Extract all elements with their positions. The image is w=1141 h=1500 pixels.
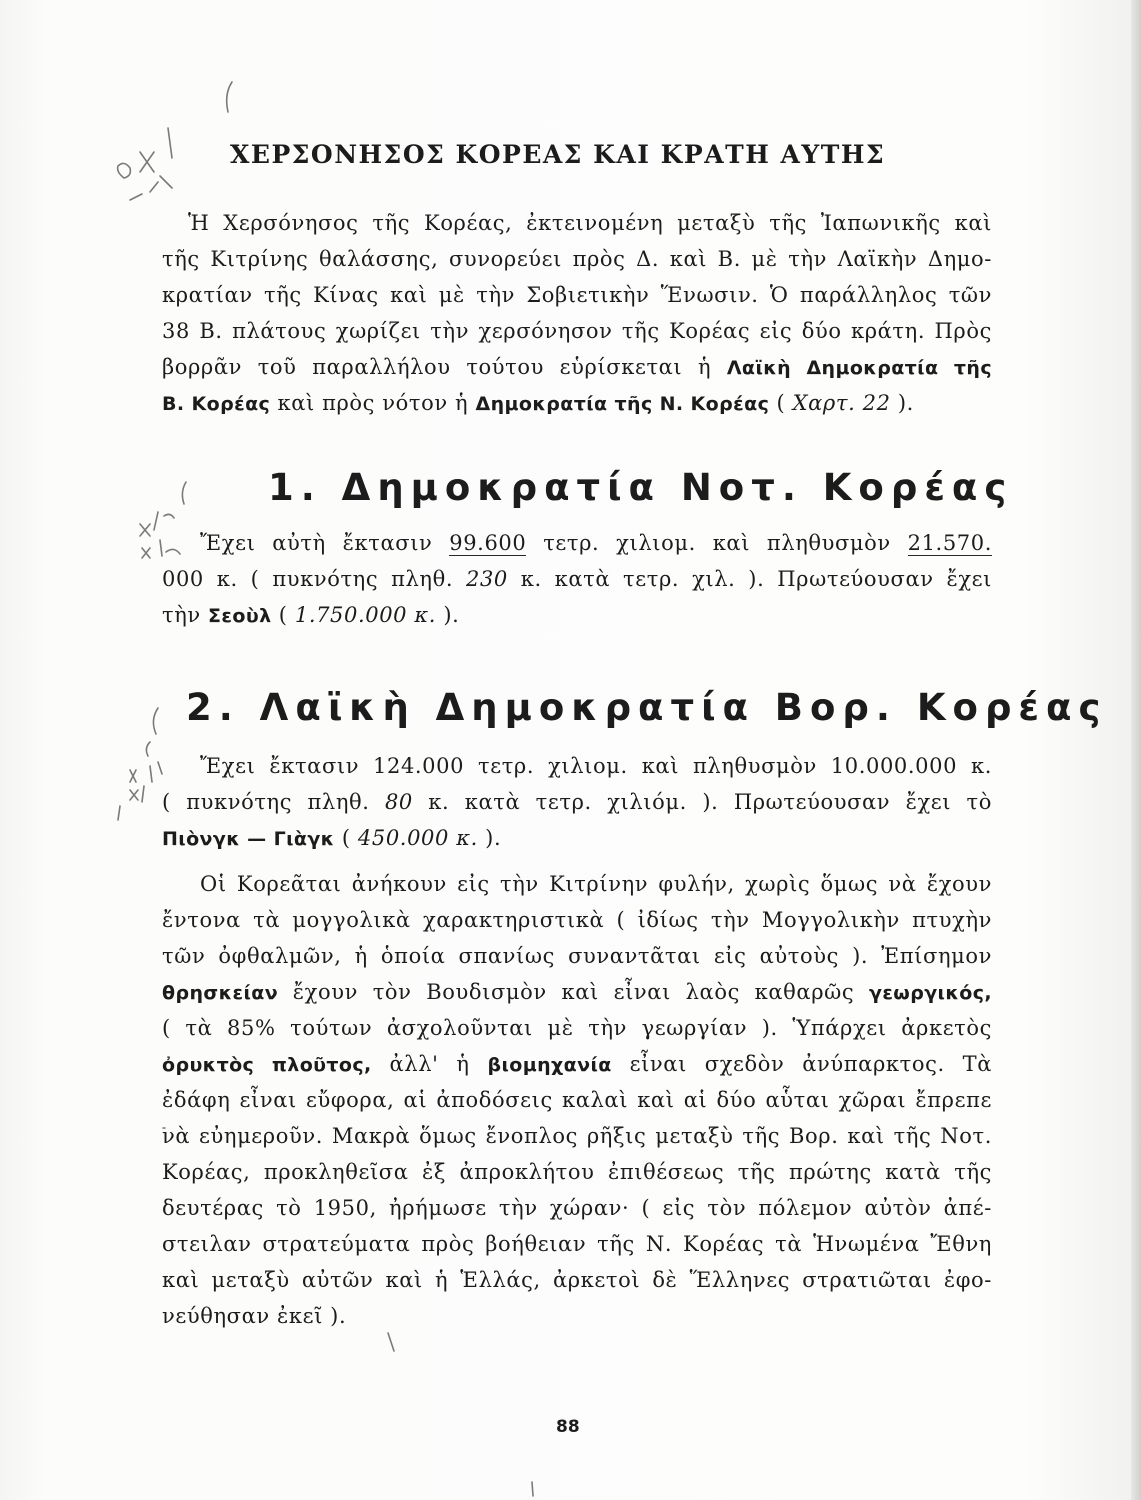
capital-population: 1.750.000 κ.	[294, 603, 437, 627]
body-line-4	[162, 974, 992, 1010]
intro-text: (	[769, 391, 793, 415]
section-1-text: τὴν	[162, 603, 209, 627]
bold-industry: βιομηχανία	[487, 1054, 612, 1076]
section-2-line-1: Ἔχει ἔκτασιν 124.000 τετρ. χιλιομ. καὶ πληθυσμὸν 10.000.000 κ.	[200, 754, 992, 778]
section-1-text: (	[271, 603, 295, 627]
body-line-11: στειλαν στρατεύματα πρὸς βοήθειαν τῆς Ν. Κορέας τὰ Ἡνωμένα Ἔθνη	[162, 1232, 992, 1256]
intro-text: καὶ πρὸς νότον ἡ	[270, 391, 476, 415]
page-title: ΧΕΡΣΟΝΗΣΟΣ ΚΟΡΕΑΣ ΚΑΙ ΚΡΑΤΗ ΑΥΤΗΣ	[230, 140, 886, 169]
population-value-underlined: 21.570.	[907, 531, 992, 555]
section-1-text: κ. κατὰ τετρ. χιλ. ). Πρωτεύουσαν ἔχει	[507, 567, 992, 591]
intro-line-5	[162, 349, 992, 385]
intro-bold-north-korea: Β. Κορέας	[162, 393, 271, 415]
section-1-line-3	[162, 597, 992, 633]
body-line-6	[162, 1046, 992, 1082]
section-1-line-1	[162, 525, 992, 561]
intro-paragraph	[162, 205, 992, 421]
intro-line-6	[162, 385, 992, 421]
section-1-line-2	[162, 561, 992, 597]
intro-text: βορρᾶν τοῦ παραλλήλου τούτου εὑρίσκεται ἡ	[162, 355, 727, 379]
body-line-1: Οἱ Κορεᾶται ἀνήκουν εἰς τὴν Κιτρίνην φυλήν, χωρὶς ὅμως νὰ ἔχουν	[200, 872, 992, 896]
intro-bold-south-korea: Δημοκρατία τῆς Ν. Κορέας	[475, 393, 770, 415]
capital-population: 450.000 κ.	[357, 826, 478, 850]
section-1-text: Ἔχει αὐτὴ ἔκτασιν	[200, 531, 450, 555]
bold-mineral-wealth: ὀρυκτὸς πλοῦτος,	[162, 1054, 372, 1076]
section-2-paragraph	[162, 748, 992, 856]
section-2-line-3	[162, 820, 992, 856]
intro-bold-lpr: Λαϊκὴ Δημοκρατία τῆς	[726, 357, 992, 379]
section-1-text: τετρ. χιλιομ. καὶ πληθυσμὸν	[526, 531, 908, 555]
body-text: εἶναι σχεδὸν ἀνύπαρκτος. Τὰ	[611, 1052, 992, 1076]
section-2-line-2	[162, 784, 992, 820]
intro-line-4: 38 Β. πλάτους χωρίζει τὴν χερσόνησον τῆς Κορέας εἰς δύο κράτη. Πρὸς	[162, 319, 992, 343]
body-line-13: νεύθησαν ἐκεῖ ).	[162, 1304, 347, 1328]
capital-pyongyang: Πιὸνγκ — Γιὰγκ	[162, 828, 335, 850]
bold-agricultural: γεωργικός,	[868, 982, 992, 1004]
page-number: 88	[556, 1417, 580, 1437]
body-line-9: Κορέας, προκληθεῖσα ἐξ ἀπροκλήτου ἐπιθέσεως τῆς πρώτης κατὰ τῆς	[162, 1160, 992, 1184]
capital-seoul: Σεοὺλ	[208, 605, 272, 627]
section-2-text: (	[334, 826, 358, 850]
intro-line-1: Ἡ Χερσόνησος τῆς Κορέας, ἐκτεινομένη μεταξὺ τῆς Ἰαπωνικῆς καὶ	[188, 211, 992, 235]
section-1-heading: 1. Δημοκρατία Νοτ. Κορέας	[268, 466, 1014, 509]
section-2-text: ( πυκνότης πληθ.	[162, 790, 385, 814]
body-text: ἀλλ' ἡ	[371, 1052, 488, 1076]
body-line-2: ἔντονα τὰ μογγολικὰ χαρακτηριστικὰ ( ἰδίως τὴν Μογγολικὴν πτυχὴν	[162, 908, 992, 932]
section-1-paragraph	[162, 525, 992, 633]
intro-line-2: τῆς Κιτρίνης θαλάσσης, συνορεύει πρὸς Δ. καὶ Β. μὲ τὴν Λαϊκὴν Δημο-	[162, 247, 992, 271]
bold-religion: θρησκείαν	[162, 982, 279, 1004]
intro-text: ).	[890, 391, 914, 415]
map-reference: Χαρτ. 22	[792, 391, 891, 415]
body-line-3: τῶν ὀφθαλμῶν, ἡ ὁποία σπανίως συναντᾶται εἰς αὐτοὺς ). Ἐπίσημον	[162, 944, 992, 968]
density-value: 230	[466, 567, 508, 591]
body-line-7: ἐδάφη εἶναι εὔφορα, αἱ ἀποδόσεις καλαὶ καὶ αἱ δύο αὗται χῶραι ἔπρεπε	[162, 1088, 992, 1112]
area-value-underlined: 99.600	[449, 531, 527, 555]
body-line-5: ( τὰ 85% τούτων ἀσχολοῦνται μὲ τὴν γεωργίαν ). Ὑπάρχει ἀρκετὸς	[162, 1016, 992, 1040]
density-value: 80	[384, 790, 413, 814]
section-1-text: ).	[436, 603, 460, 627]
body-line-12: καὶ μεταξὺ αὐτῶν καὶ ἡ Ἑλλάς, ἀρκετοὶ δὲ Ἕλληνες στρατιῶται ἐφο-	[162, 1268, 992, 1292]
body-text: ἔχουν τὸν Βουδισμὸν καὶ εἶναι λαὸς καθαρῶς	[278, 980, 869, 1004]
intro-line-3: κρατίαν τῆς Κίνας καὶ μὲ τὴν Σοβιετικὴν Ἕνωσιν. Ὁ παράλληλος τῶν	[162, 283, 992, 307]
body-line-8: νὰ εὐημεροῦν. Μακρὰ ὅμως ἔνοπλος ρῆξις μεταξὺ τῆς Βορ. καὶ τῆς Νοτ.	[162, 1124, 992, 1148]
body-paragraph	[162, 866, 992, 1334]
section-1-text: 000 κ. ( πυκνότης πληθ.	[162, 567, 466, 591]
section-2-text: κ. κατὰ τετρ. χιλιόμ. ). Πρωτεύουσαν ἔχει τὸ	[412, 790, 992, 814]
section-2-text: ).	[477, 826, 502, 850]
section-2-heading: 2. Λαϊκὴ Δημοκρατία Βορ. Κορέας	[186, 686, 1108, 729]
body-line-10: δευτέρας τὸ 1950, ἠρήμωσε τὴν χώραν· ( εἰς τὸν πόλεμον αὐτὸν ἀπέ-	[162, 1196, 992, 1220]
